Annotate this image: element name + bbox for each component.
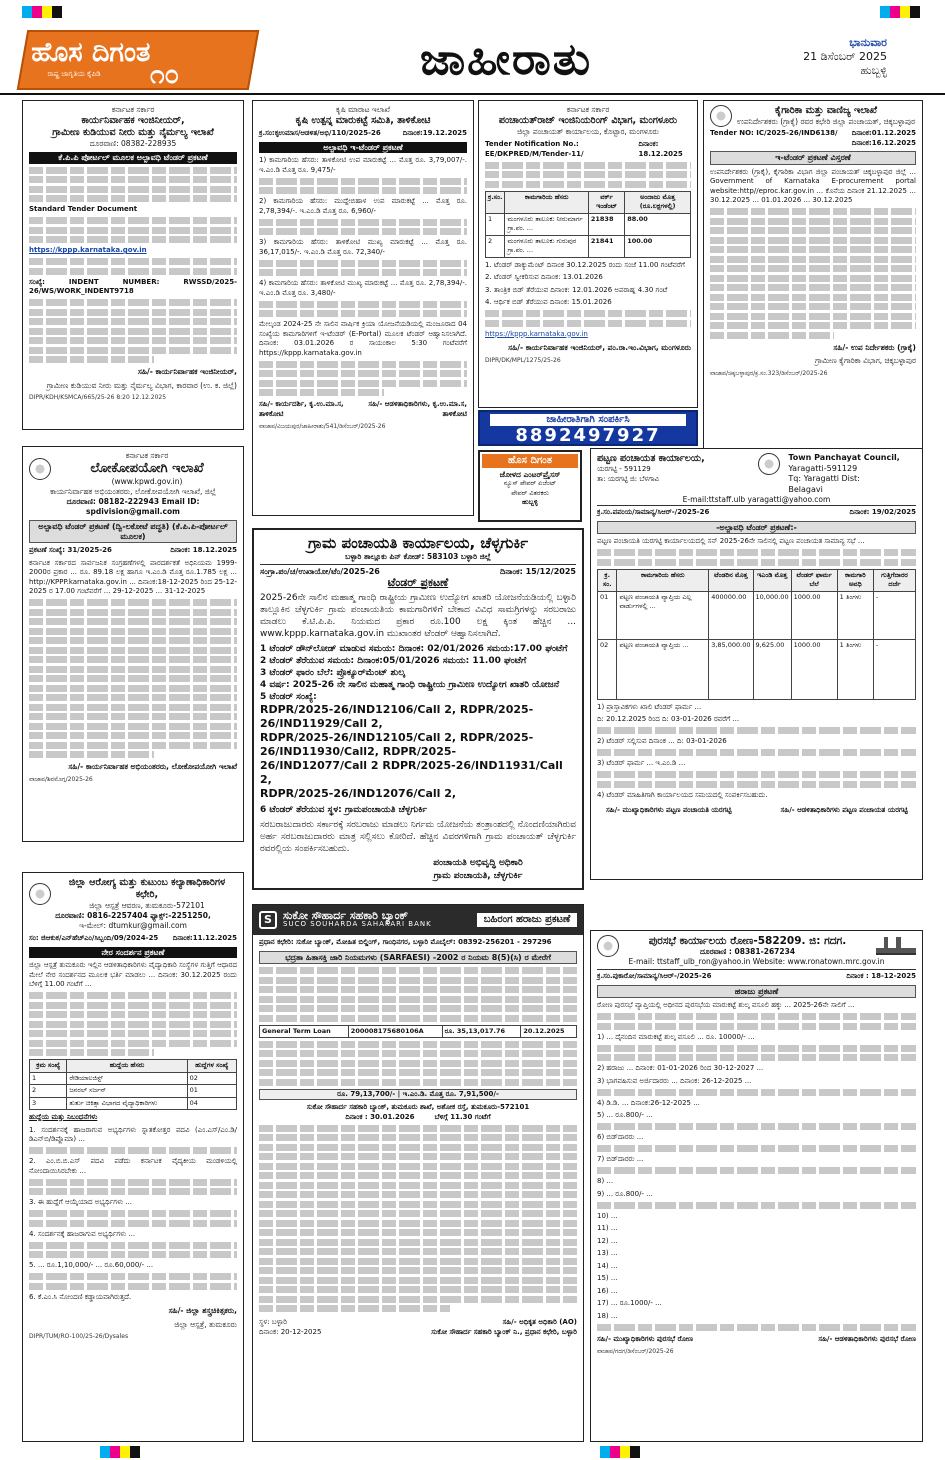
auction-item: 14) ... (597, 1261, 618, 1270)
dateline (803, 36, 887, 78)
tmc-phone: ದೂರವಾಣಿ : 08381-267234 (699, 947, 796, 956)
email-line: E-mail:ttstaff.ulb yaragatti@yahoo.com (597, 495, 916, 506)
notice-place: ಸ್ಥಳ: ಬಳ್ಳಾರಿ (259, 1318, 287, 1326)
signer-right: ಸಹಿ/- ಆಡಳಿತಾಧಿಕಾರಿಗಳು, ಕೃ.ಉ.ಮಾ.ಸ, ತಾಳಿಕೋಟಿ (368, 400, 467, 418)
auction-item: 18) ... (597, 1311, 618, 1320)
notice-body: 2025-26ನೇ ಸಾಲಿನ ಮಹಾತ್ಮ ಗಾಂಧಿ ರಾಷ್ಟ್ರೀಯ ಗ್ರಾಮೀಣ ಉದ್ಯೋಗ ಖಾತರಿ ಯೋಜನೆಯಡಿಯಲ್ಲಿ ಬಳ್ಳಾರಿ ತಾಲ್ಲೂಕಿನ ಚೆಳ್ಳಗುರ್ಕಿ ಗ್ರಾಮ ಪಂಚಾಯತಿಯ ಕಾಮಗಾರಿಗಳಿಗೆ ಬೇಕಾದ ವಿವಿಧ ಸಾಮಗ್ರಿಗಳನ್ನು ಸರಬರಾಜು ಮಾಡಲು ಕೆ.ಟಿ.ಪಿ.ಪಿ. ನಿಯಮದ ಪ್ರಕಾರ ರೂ.100 ಲಕ್ಷ ಕ್ಕಿಂತ ಹೆಚ್ಚಿನ ... www.kppp.karnataka.gov.in ಮುಖಾಂತರ ಟೆಂಡರ್ ಆಹ್ವಾನಿಸಲಾಗಿದೆ. (260, 592, 576, 639)
portal-link[interactable]: https://kppp.karnataka.gov.in (485, 329, 588, 338)
work-item: 1) ಕಾಮಗಾರಿಯ ಹೆಸರು: ತಾಳಿಕೋಟಿ ಉಪ ಮಾರುಕಟ್ಟೆ ... ಮೊತ್ತ ರೂ. 3,79,007/-. ಇ.ಎಂ.ಡಿ ಮೊತ್ತ ರೂ. 9,475/- (259, 156, 467, 174)
office-name: ಕಾರ್ಯನಿರ್ವಾಹಕ ಇಂಜಿನೀಯರ್, (81, 115, 185, 126)
table-header: ಹುದ್ದೆಯ ಹೆಸರು (67, 1060, 187, 1073)
tpc-title-kn: ಪಟ್ಟಣ ಪಂಚಾಯತ ಕಾರ್ಯಾಲಯ, (597, 453, 705, 464)
notice-date: ದಿನಾಂಕ : 18-12-2025 (846, 972, 916, 980)
logo-tagline: ರಾಷ್ಟ್ರ ಜಾಗೃತಿಯ ಕೈಪಿಡಿ (47, 70, 101, 78)
auction-item: 4) ಡಿ.ಡಿ. ... ದಿನಾಂಕ:26-12-2025 ... (597, 1098, 700, 1107)
office-name: ಕಾರ್ಯನಿರ್ವಾಹಕ ಅಭಿಯಂತರರು, ಲೋಕೋಪಯೋಗಿ ಇಲಾಖೆ, ಜಿಲ್ಲೆ (50, 487, 216, 496)
auction-item: 8) ... (597, 1177, 614, 1185)
table-row: 01 ಪಟ್ಟಣ ಪಂಚಾಯತಿ ವ್ಯಾಪ್ತಿಯ ಎಲ್ಲ ವಾರ್ಡುಗಳಲ್ಲಿ ... 400000.00 10,000.00 1000.00 1 ತಿಂಗಳು - (598, 591, 916, 639)
signer-left: ಸಹಿ/- ಮುಖ್ಯಾಧಿಕಾರಿಗಳು ಪಟ್ಟಣ ಪಂಚಾಯತಿ ಯರಗಟ್ಟಿ (606, 806, 732, 814)
notice-body-2: ಸರಬರಾಜುದಾರರು ಸರ್ಕಾರಕ್ಕೆ ಸರಬರಾಜು ಮಾಡಲು ನಿರ್ಗಮ ಯೋಜನೆಯ ತಂತ್ರಾಂಶದಲ್ಲಿ ನೊಂದಣಿಯಾಗಿರುವ ಅರ್ಹ ಸರಬರಾಜುದಾರರು ಮಾತ್ರ ಸಲ್ಲಿಸಲು ಕೋರಿದೆ. ಹೆಚ್ಚಿನ ವಿವರಗಳಿಗಾಗಿ ಗ್ರಾಮ ಪಂಚಾಯತ್ ಚೆಳ್ಳಗುರ್ಕಿ ರವರಲ್ಲಿಯ ಸಂಪರ್ಕಿಸಬಹುದು. (260, 819, 576, 854)
signer-office: ಗ್ರಾಮೀಣ ಕೈಗಾರಿಕಾ ವಿಭಾಗ, ಚಿಕ್ಕಬಳ್ಳಾಪುರ (815, 356, 916, 365)
signer: ಸಹಿ/- ಕಾರ್ಯನಿರ್ವಾಹಕ ಇಂಜಿನಿಯರ್, ಪಂ.ರಾ.ಇಂ.ವಿಭಾಗ, ಮಂಗಳೂರು (508, 343, 691, 352)
dateline-city: ಹುಬ್ಬಳ್ಳಿ (860, 64, 887, 77)
logo-text: ಹೊಸ ದಿಗಂತ (31, 37, 151, 68)
karnataka-emblem-icon (29, 883, 51, 905)
tender-code-line: RDPR/2025-26/IND12076/Call 2, (260, 786, 457, 800)
dipr-code: ವಾಜಾಪ/ಚಿಕ್ಕಬಳ್ಳಾಪುರ/ಕ್ರ.ಸಂ.323/ಡಿಸೆಂಬರ್/2025-26 (710, 369, 828, 377)
auction-venue: ಸುಕೋ ಸೌಹಾರ್ದ ಸಹಕಾರಿ ಬ್ಯಾಂಕ್, ತುಮಕೂರು ಶಾಖೆ, ಅಶೋಕ ರಸ್ತೆ, ತುಮಕೂರು-572101 (306, 1103, 530, 1111)
table-row: 2 ಜನರಲ್ ಸರ್ಜನ್ 01 (30, 1085, 237, 1098)
auction-date: ದಿನಾಂಕ : 30.01.2026 (345, 1112, 415, 1121)
notice-ref: ಕ್ರ.ಸಂ.ಪುಕಾರೋ/ಸಾಮಾನ್ಯ/ಸಿಆರ್-/2025-26 (597, 972, 712, 980)
masthead-rule (0, 93, 945, 95)
auction-item: 10) ... (597, 1211, 618, 1220)
tender-date: ದಿನಾಂಕ:01.12.2025 (851, 129, 916, 137)
signer: ಸಹಿ/- ಕಾರ್ಯನಿರ್ವಾಹಕ ಇಂಜಿನೀಯರ್, (137, 367, 237, 376)
color-registration-marks (22, 6, 62, 18)
note-item: 1. ಟೆಂಡರ್ ಡಾಕ್ಯುಮೆಂಟ್ ದಿನಾಂಕ 30.12.2025 ರಂದು ಸಂಜೆ 11.00 ಗಂಟೆವರೆಗೆ (485, 260, 685, 269)
page-number: ೧೦ (150, 60, 180, 90)
notice-date: ದಿನಾಂಕ: 18.12.2025 (170, 546, 237, 554)
tpc-title-en: Town Panchayat Council, (788, 453, 900, 462)
agent-name: ಜೋಳದ ಎಂಟರ್‌ಪ್ರೈಸಸ್ (499, 469, 561, 479)
dept-site[interactable]: (www.kpwd.gov.in) (111, 477, 183, 486)
agent-line: ನ್ಯೂಸ್ ಪೇಪರ್ ಏಜೆಂಟ್ (503, 479, 557, 487)
table-header: ಕಾಮಗಾರಿಯ ಹೆಸರು (617, 569, 709, 591)
signer-office: ಗ್ರಾಮ ಪಂಚಾಯತಿ, ಚೆಳ್ಳಗುರ್ಕಿ (433, 871, 523, 881)
govt-label: ಕರ್ನಾಟಕ ಸರ್ಕಾರ (566, 105, 610, 114)
table-header: ಟೆಂಡರ್ ಫಾರ್ಮ ಬೆಲೆ (791, 569, 837, 591)
table-header: ಟೆಂಡರಿನ ಮೊತ್ತ (709, 569, 753, 591)
org-name: ಕೃಷಿ ಉತ್ಪನ್ನ ಮಾರುಕಟ್ಟೆ ಸಮಿತಿ, ತಾಳಿಕೋಟಿ (295, 115, 431, 126)
signer-left: ಸಹಿ/- ಕಾರ್ಯದರ್ಶಿ, ಕೃ.ಉ.ಮಾ.ಸ, ತಾಳಿಕೋಟಿ (259, 400, 344, 418)
notice-date: ದಿನಾಂಕ:11.12.2025 (172, 934, 237, 942)
signer: ಸಹಿ/- ಅಧಿಕೃತ ಅಧಿಕಾರಿ (AO) (502, 1318, 577, 1326)
signer: ಸಹಿ/- ಜಿಲ್ಲಾ ಶಸ್ತ್ರಚಿಕಿತ್ಸಕರು, (168, 1306, 237, 1315)
notice-bar: ಅಲ್ಪಾವಧಿ ಇ-ಟೆಂಡರ್ ಪ್ರಕಟಣೆ (259, 142, 467, 154)
notice-bar: ಇ-ಟೆಂಡರ್ ಪ್ರಕಟಣೆ ವಿಸ್ತರಣೆ (710, 151, 916, 165)
bank-name-kn: ಸುಕೋ ಸೌಹಾರ್ದ ಸಹಕಾರಿ ಬ್ಯಾಂಕ್ (283, 908, 409, 922)
tender-item: 3 ಟೆಂಡರ್ ಫಾರಂ ಬೆಲೆ: ಪ್ರೊಕ್ಯೂರ್‌ಮೆಂಟ್ ಶುಲ್ಕ (260, 667, 405, 678)
agent-brand: ಹೊಸ ದಿಗಂತ (482, 454, 578, 468)
condition-item: 4. ಸಂದರ್ಶನಕ್ಕೆ ಹಾಜರಾಗುವ ಅಭ್ಯರ್ಥಿಗಳು ... (29, 1229, 136, 1238)
signer: ಸಹಿ/- ಕಾರ್ಯನಿರ್ವಾಹಕ ಅಭಿಯಂತರರು, ಲೋಕೋಪಯೋಗಿ ಇಲಾಖೆ (68, 762, 237, 771)
ad-dho-interview[interactable] (22, 872, 244, 1442)
auction-item: 16) ... (597, 1286, 618, 1295)
dateline-day: ಭಾನುವಾರ (849, 36, 887, 49)
notice-intro: ಪಟ್ಟಣ ಪಂಚಾಯತಿ ಯರಗಟ್ಟಿ ಕಾರ್ಯಾಲಯದಲ್ಲಿ ಸನ್ 2025-26ನೇ ಸಾಲಿನಲ್ಲಿ ಪಟ್ಟಣ ಪಂಚಾಯತ ಸಾಮಾನ್ಯ ಸಭೆ ... (597, 537, 865, 545)
dept-name: ಲೋಕೋಪಯೋಗಿ ಇಲಾಖೆ (90, 461, 204, 476)
notice-intro: ರೋಣ ಪುರಸಭೆ ವ್ಯಾಪ್ತಿಯಲ್ಲಿ ಅಧೀನದ ಪುರಸಭೆಯ ಮಾರುಕಟ್ಟೆ ಶುಲ್ಕ ವಸೂಲಿ ಹಕ್ಕು ... 2025-26ನೇ ಸಾಲಿಗೆ ... (597, 1001, 855, 1009)
ad-newspaper-agent[interactable] (478, 450, 582, 522)
vacancy-table (29, 1059, 237, 1110)
auction-item: 2) ಹರಾಜು ... ದಿನಾಂಕ: 01-01-2026 ರಿಂದ 30-12-2027 ... (597, 1064, 764, 1072)
table-row (260, 1025, 577, 1038)
note-item: 2. ಟೆಂಡರ್ ಸ್ವೀಕರಿಸುವ ದಿನಾಂಕ: 13.01.2026 (485, 273, 603, 281)
tpc-dist-kn: ತಾ: ಯರಗಟ್ಟಿ ಜಿ: ಬೆಳಗಾವಿ (597, 474, 659, 483)
auction-item: 11) ... (597, 1224, 618, 1232)
dipr-code: DIPR/TUM/RO-100/25-26/Dysales (29, 1333, 129, 1340)
table-header: ಕಾಮಗಾರಿ ಅವಧಿ (837, 569, 873, 591)
dept-office: ಜಿಲ್ಲಾ ಪಂಚಾಯತ್ ಕಾರ್ಯಾಲಯ, ಕೊಟ್ಟಾರ, ಮಂಗಳೂರು (517, 127, 659, 136)
note-item: 4) ಟೆಂಡರ್ ಮಾಹಿತಿಗಾಗಿ ಕಾರ್ಯಾಲಯದ ಸಮಯದಲ್ಲಿ ಸಂಪರ್ಕಿಸಬಹುದು. (597, 790, 768, 799)
notice-body: ಜಿಲ್ಲಾ ಆಸ್ಪತ್ರೆ ತುಮಕೂರು ಇಲ್ಲಿನ ಆಡಳಿತಾಧಿಕಾರಿಗಳು ವೈದ್ಯಾಧಿಕಾರಿ ಸಂಸ್ಥೆಗಳ ಗುತ್ತಿಗೆ ಆಧಾರದ ಮೇಲೆ ನೇರ ಸಂದರ್ಶನದ ಮೂಲಕ ಭರ್ತಿ ಮಾಡಲು ... ದಿನಾಂಕ: 30.12.2025 ರಂದು ಬೆಳಿಗ್ಗೆ 11.00 ಗಂಟೆಗೆ ... (29, 961, 237, 988)
bank-logo-icon: S (259, 911, 277, 929)
tpc-dist-en: Tq: Yaragatti Dist: (788, 474, 860, 483)
portal-link[interactable]: https://kppp.karnataka.gov.in (29, 246, 147, 254)
signer-office: ಸುಕೋ ಸೌಹಾರ್ದ ಸಹಕಾರಿ ಬ್ಯಾಂಕ್ ನಿ., ಪ್ರಧಾನ ಕಛೇರಿ, ಬಳ್ಳಾರಿ (431, 1327, 577, 1336)
work-item: 3) ಕಾಮಗಾರಿಯ ಹೆಸರು: ತಾಳಿಕೋಟಿ ಮುಖ್ಯ ಮಾರುಕಟ್ಟೆ ... ಮೊತ್ತ ರೂ. 36,17,015/-. ಇ.ಎಂ.ಡಿ ಮೊತ್ತ ರೂ. 72,340/- (259, 238, 467, 256)
karnataka-emblem-icon (29, 458, 51, 480)
contact-line: ದೂರವಾಣಿ: 08182-222943 Email ID: spdivision@gmail.com (66, 497, 200, 516)
auction-item: 7) ಬಿಡ್‌ದಾರರು ... (597, 1155, 644, 1163)
signer: ಸಹಿ/- ಉಪ ನಿರ್ದೇಶಕರು (ಗ್ರಾಕೈ) (833, 342, 916, 352)
dept-name: ಗ್ರಾಮೀಣ ಕುಡಿಯುವ ನೀರು ಮತ್ತು ನೈರ್ಮಲ್ಯ ಇಲಾಖೆ (52, 127, 214, 138)
notice-ref: ಸಂ: ಜಿಆಕುಕ/ಎನ್‌ಹೆಚ್‌ಎಂ/ಸಿಬ್ಬಂದಿ/09/2024-25 (29, 934, 159, 942)
signer-right: ಸಹಿ/- ಆಡಳಿತಾಧಿಕಾರಿಗಳು ಪಟ್ಟಣ ಪಂಚಾಯತ ಯರಗಟ್ಟಿ (780, 806, 908, 814)
table-header: ಕ್ರಮ ಸಂಖ್ಯೆ (30, 1060, 67, 1073)
auction-item: 3) ಭಾಗವಹಿಸುವ ಅರ್ಜಿದಾರರು ... ದಿನಾಂಕ: 26-12-2025 ... (597, 1076, 752, 1085)
notice-bar: ಹರಾಜು ಪ್ರಕಟಣೆ (597, 985, 916, 999)
work-item: 4) ಕಾಮಗಾರಿಯ ಹೆಸರು: ತಾಳಿಕೋಟಿ ಮುಖ್ಯ ಮಾರುಕಟ್ಟೆ ... ಮೊತ್ತ ರೂ. 2,78,394/-. ಇ.ಎಂ.ಡಿ ಮೊತ್ತ ರೂ. 3,480/- (259, 279, 467, 297)
auction-item: 15) ... (597, 1274, 618, 1282)
office-name: ಉಪನಿರ್ದೇಶಕರು (ಗ್ರಾಕೈ) ರವರ ಕಛೇರಿ ಜಿಲ್ಲಾ ಪಂಚಾಯತ್, ಚಿಕ್ಕಬಳ್ಳಾಪುರ (736, 117, 916, 126)
table-header: ಇಎಂಡಿ ಮೊತ್ತ (753, 569, 791, 591)
table-header: ಕಾಮಗಾರಿಯ ಹೆಸರು (505, 191, 588, 213)
condition-item: 1. ಸಂದರ್ಶನಕ್ಕೆ ಹಾಜರಾಗುವ ಅಭ್ಯರ್ಥಿಗಳು ಸ್ನಾತಕೋತ್ತರ ಪದವಿ (ಎಂ.ಎಸ್/ಎಂ.ಡಿ/ಡಿಎನ್‌ಬಿ/ಡಿಪ್ಲೊಮಾ) ... (29, 1125, 237, 1143)
auction-item: 12) ... (597, 1236, 618, 1245)
email-line: E-mail: ttstaff_ulb_ron@yahoo.in Website: www.ronatown.mrc.gov.in (628, 957, 885, 966)
tender-code-line: 26/IND12077/Call 2 RDPR/2025-26/IND11931/Call 2, (260, 758, 563, 786)
std-tender-doc: Standard Tender Document (29, 205, 138, 213)
section-title: ಜಾಹೀರಾತು (420, 34, 593, 85)
note-item: 3) ಟೆಂಡರ್ ಫಾರ್ಮ ... ಇ.ಎಂ.ಡಿ ... (597, 759, 686, 767)
note-item: 1) ಪ್ರಾಸ್ತಾವಿಕಗಳು ಖಾಲಿ ಟೆಂಡರ್ ಫಾರ್ಮ ... (597, 702, 702, 711)
tender-item: 5 ಟೆಂಡರ್ ಸಂಖ್ಯೆ: (260, 691, 317, 702)
notice-date: ದಿನಾಂಕ:19.12.2025 (402, 129, 467, 137)
bank-name-en: SUCO SOUHARDA SAHAKARI BANK (283, 920, 432, 928)
signer-right: ಸಹಿ/- ಆಡಳಿತಾಧಿಕಾರಿಗಳು ಪುರಸಭೆ ರೋಣ (818, 1334, 916, 1343)
table-row: 1 ರೇಡಿಯಾಲಜಿಸ್ಟ್ 02 (30, 1072, 237, 1085)
notice-date: ದಿನಾಂಕ:16.12.2025 (851, 138, 916, 147)
note-item: 4. ಆರ್ಥಿಕ ಬಿಡ್ ತೆರೆಯುವ ದಿನಾಂಕ: 15.01.2026 (485, 298, 612, 306)
dipr-code: ವಾಜಾಪ/ಶಿವಮೊಗ್ಗ/2025-26 (29, 775, 93, 783)
dateline-date: 21 ಡಿಸೆಂಬರ್ 2025 (803, 50, 887, 63)
color-registration-marks (880, 6, 920, 18)
contact-label: ಜಾಹೀರಾತಿಗಾಗಿ ಸಂಪರ್ಕಿಸಿ (490, 414, 686, 426)
notice-body: ಮೇಲ್ಕಂಡ 2024-25 ನೇ ಸಾಲಿನ ವಾರ್ಷಿಕ ಕ್ರಿಯಾ ಯೋಜನೆಯಡಿಯಲ್ಲಿ ಮಂಜೂರಾದ 04 ಸಂಖ್ಯೆಯ ಕಾಮಗಾರಿಗಳಿಗೆ ಇ-ಟೆಂಡರ್ (E-Portal) ಮೂಲಕ ಟೆಂಡರ್ ಆಹ್ವಾನಿಸಲಾಗಿದೆ. ದಿನಾಂಕ: 03.01.2026 ರ ಸಾಯಂಕಾಲ 5:30 ಗಂಟೆವರೆಗೆ https://kppp.karnataka.gov.in (259, 320, 467, 357)
tender-code-line: RDPR/2025-26/IND12106/Call 2, RDPR/2025-26/IND11929/Call 2, (260, 702, 534, 730)
indent-number: ಸಂಖ್ಯೆ: INDENT NUMBER: RWSSD/2025-26/WS/WORK_INDENT9718 (29, 277, 237, 295)
tender-item: 1 ಟೆಂಡರ್ ಡೌನ್‌ಲೋಡ್ ಮಾಡುವ ಸಮಯ: ದಿನಾಂಕ: 02/01/2026 ಸಮಯ:17.00 ಘಂಟೆಗೆ (260, 643, 568, 654)
auction-time: ಬೆಳಿಗ್ಗೆ 11.30 ಗಂಟೆಗೆ (434, 1112, 491, 1121)
tender-date: ದಿನಾಂಕ: 18.12.2025 (638, 140, 683, 158)
dipr-code: DIPR/DK/MPL/1275/25-26 (485, 356, 561, 364)
cityscape-logo-icon (876, 937, 916, 955)
auction-item: 1) ... ದೈನಂದಿನ ಮಾರುಕಟ್ಟೆ ಶುಲ್ಕ ವಸೂಲಿ ... ರೂ. 10000/- ... (597, 1032, 755, 1041)
notice-body: ಉಪನಿರ್ದೇಶಕರು (ಗ್ರಾಕೈ), ಕೈಗಾರಿಕಾ ವಿಭಾಗ ಜಿಲ್ಲಾ ಪಂಚಾಯತ್ ಚಿಕ್ಕಬಳ್ಳಾಪುರ ಜಿಲ್ಲೆ ... Government of Karnataka E-procurement portal website:http//eproc.kar.gov.in ... ಕೊನೆಯ ದಿನಾಂಕ 21.12.2025 ... 30.12.2025 ... 01.01.2026 ... 30.12.2025 (710, 167, 916, 204)
notice-heading: ಟೆಂಡರ್ ಪ್ರಕಟಣೆ (387, 575, 449, 589)
notice-date: ದಿನಾಂಕ: 20-12-2025 (259, 1327, 322, 1336)
signer: ಪಂಚಾಯತಿ ಅಭಿವೃದ್ಧಿ ಅಧಿಕಾರಿ (433, 857, 523, 868)
tender-item: 6 ಟೆಂಡರ್ ತೆರೆಯುವ ಸ್ಥಳ: ಗ್ರಾಮಪಂಚಾಯತಿ ಚೆಳ್ಳಗುರ್ಕಿ (260, 804, 428, 815)
agent-line: ಪೇಪರ್ ವಿತರಕರು (511, 488, 549, 497)
ad-pwd-tender[interactable] (22, 446, 244, 842)
gp-subtitle: ಬಳ್ಳಾರಿ ತಾಲ್ಲೂಕು ಪಿನ್ ಕೋಡ್: 583103 ಬಳ್ಳಾರಿ ಜಿಲ್ಲೆ (260, 552, 576, 565)
color-registration-marks (100, 1446, 140, 1458)
notice-ref: ಸಂಗ್ರಾ.ಪಂ/ಚ/ಉಖಾಯೋ/ಟೆಂ/2025-26 (260, 567, 380, 576)
tender-number: Tender Notification No.: EE/DKPRED/M/Tender-11/ (485, 140, 584, 158)
tender-item: 4 ವರ್ಷ: 2025-26 ನೇ ಸಾಲಿನ ಮಹಾತ್ಮ ಗಾಂಧಿ ರಾಷ್ಟ್ರೀಯ ಗ್ರಾಮೀಣ ಉದ್ಯೋಗ ಖಾತರಿ ಯೋಜನೆ (260, 679, 560, 690)
dept-name: ಪಂಚಾಯತ್‌ರಾಜ್ ಇಂಜಿನಿಯರಿಂಗ್ ವಿಭಾಗ, ಮಂಗಳೂರು (498, 115, 678, 126)
loan-amount: ರೂ. 35,13,017.76 (442, 1025, 521, 1038)
notice-ref: ಕ್ರ.ಸಂ:ಕೃಉಮಾಸ/ಆಡಳಿತ/ಅಭಿ/110/2025-26 (259, 129, 381, 137)
tender-item: 2 ಟೆಂಡರ್ ತೆರೆಯುವ ಸಮಯ: ದಿನಾಂಕ:05/01/2026 ಸಮಯ: 11.00 ಘಂಟೆಗೆ (260, 655, 527, 666)
loan-account: 200008175680106A (348, 1025, 442, 1038)
auction-item: 6) ಬಿಡ್‌ದಾರರು ... (597, 1133, 644, 1141)
reserve-price: ರೂ. 79,13,700/- | ಇ.ಎಂ.ಡಿ. ಮೊತ್ತ ರೂ. 7,91,500/- (259, 1089, 577, 1101)
ad-tmc-auction[interactable] (590, 930, 923, 1442)
head-office: ಪ್ರಧಾನ ಕಛೇರಿ: ಸುಕೋ ಬ್ಯಾಂಕ್, ಮೋಹಿತ ಬಿಲ್ಡಿಂಗ್, ಗಾಂಧಿನಗರ, ಬಳ್ಳಾರಿ ಮೊಬೈಲ್: 08392-256201 - 297296 (259, 938, 552, 946)
notice-bar: ಕೆ.ಪಿ.ಪಿ ಪೋರ್ಟಲ್ ಮೂಲಕ ಅಲ್ಪಾವಧಿ ಟೆಂಡರ್ ಪ್ರಕಟಣೆ (29, 152, 237, 164)
ad-contact-banner[interactable] (478, 410, 698, 446)
tpc-state-en: Belagavi (788, 484, 823, 494)
org-label: ಕೃಷಿ ಮಾರಾಟ ಇಲಾಖೆ (335, 105, 391, 114)
notice-ref: ಕ್ರ.ಸಂ.ಪಪಂಯ/ಸಾಮಾನ್ಯ/ಸಿಆರ್-/2025-26 (597, 508, 710, 516)
note-item: ದಿ: 20.12.2025 ರಿಂದ ದಿ: 03-01-2026 ರವರೆಗೆ ... (597, 715, 740, 723)
notice-bar: ನೇರ ಸಂದರ್ಶನ ಪ್ರಕಟಣೆ (29, 947, 237, 959)
ad-rwssd-tender[interactable] (22, 100, 244, 430)
govt-label: ಕರ್ನಾಟಕ ಸರ್ಕಾರ (111, 105, 155, 114)
act-bar: ಭದ್ರತಾ ಹಿತಾಸಕ್ತಿ ಜಾರಿ ನಿಯಮಗಳು (SARFAESI) -2002 ರ ನಿಯಮ 8(5)(ಸಿ) ರ ಮೇರೆಗೆ (259, 951, 577, 965)
table-row: 3 ತುರ್ತು ಚಿಕಿತ್ಸಾ ವಿಭಾಗದ ವೈದ್ಯಾಧಿಕಾರಿಗಳು 04 (30, 1097, 237, 1110)
ad-dic-tender[interactable] (703, 100, 923, 464)
ad-rdpr-tender[interactable] (252, 528, 584, 890)
notice-body: ಕರ್ನಾಟಕ ಸರ್ಕಾರದ ಸಾರ್ವಜನಿಕ ಸಂಗ್ರಹಣೆಗಳಲ್ಲಿ ಪಾರದರ್ಶಕತೆ ಅಧಿನಿಯಮ 1999-2000ರ ಪ್ರಕಾರ ... ರೂ. 89.18 ಲಕ್ಷ ಹಾಗೂ ಇ.ಎಂ.ಡಿ ಮೊತ್ತ ರೂ.1.785 ಲಕ್ಷ ... http://KPPP.karnataka.gov.in ... ದಿನಾಂಕ:18-12-2025 ರಿಂದ 25-12-2025 ರ 17.00 ಗಂಟೆವರೆಗೆ ... 29-12-2025 ... 31-12-2025 (29, 558, 237, 595)
govt-label: ಕರ್ನಾಟಕ ಸರ್ಕಾರ (125, 451, 169, 460)
note-item: 3. ತಾಂತ್ರಿಕ ಬಿಡ್ ತೆರೆಯುವ ದಿನಾಂಕ: 12.01.2026 ಅಪರಾಹ್ನ 4.30 ಗಂಟೆ (485, 285, 668, 294)
notice-title: ಬಹಿರಂಗ ಹರಾಜು ಪ್ರಕಟಣೆ (477, 913, 577, 927)
karnataka-emblem-icon (710, 105, 732, 127)
gp-title: ಗ್ರಾಮ ಪಂಚಾಯತಿ ಕಾರ್ಯಾಲಯ, ಚೆಳ್ಳಗುರ್ಕಿ (307, 534, 529, 552)
auction-item: 17) ... ರೂ.1000/- ... (597, 1299, 662, 1307)
works-table (597, 569, 916, 700)
note-item: 2) ಟೆಂಡರ್ ಸಲ್ಲಿಸುವ ದಿನಾಂಕ ... ದಿ: 03-01-2026 (597, 737, 727, 745)
newspaper-logo[interactable] (17, 30, 260, 90)
table-header: ಕ್ರ.ಸಂ. (486, 191, 505, 213)
condition-item: 3. ಈ ಹುದ್ದೆಗೆ ಆಯ್ಕೆಯಾದ ಅಭ್ಯರ್ಥಿಗಳು ... (29, 1198, 133, 1206)
agent-city: ಹುಬ್ಬಳ್ಳಿ (522, 498, 538, 506)
dipr-code: ವಾಜಾಪ/ವಿಜಯಪುರ/ಜಾಹೀರಾತು/541/ಡಿಸೆಂಬರ್/2025-26 (259, 423, 386, 430)
signer-office: ಜಿಲ್ಲಾ ಆಸ್ಪತ್ರೆ, ತುಮಕೂರು (174, 1319, 237, 1329)
works-table (485, 191, 691, 258)
notice-bar: -ಅಲ್ಪಾವಧಿ ಟೆಂಡರ್ ಪ್ರಕಟಣೆ:- (597, 521, 916, 535)
contact-line: ದೂರವಾಣಿ: 0816-2257404 ಫ್ಯಾಕ್ಸ್:-2251250, (55, 911, 211, 920)
table-header: ವರ್ಕ್ ಇಂಡೆಂಟ್ (588, 191, 624, 213)
tender-number: Tender NO: IC/2025-26/IND6138/ (710, 129, 838, 137)
conditions-title: ಹುದ್ದೆಯ ಮತ್ತು ನಿಬಂಧನೆಗಳು (29, 1113, 98, 1121)
ad-pred-tender[interactable] (478, 100, 698, 408)
karnataka-emblem-icon (758, 453, 780, 475)
condition-item: 6. ಕೆ.ಎಂ.ಸಿ ನೋಂದಣಿ ಕಡ್ಡಾಯವಾಗಿರುತ್ತದೆ. (29, 1292, 132, 1301)
dipr-code: ವಾಜಾಪ/ಗದಗ/ಡಿಸೆಂಬರ್/2025-26 (597, 1348, 674, 1355)
condition-item: 5. ... ರೂ.1,10,000/- ... ರೂ.60,000/- ... (29, 1261, 154, 1269)
office-address: ಜಿಲ್ಲಾ ಆಸ್ಪತ್ರೆ ಆವರಣ, ತುಮಕೂರು-572101 (89, 901, 205, 910)
table-row: 1 ಮಂಗಳೂರು ತಾಲೂಕು ನೀರುಮಾರ್ಗ ಗ್ರಾ.ಪಂ. ... 21838 88.00 (486, 213, 691, 235)
tpc-city-kn: ಯರಗಟ್ಟಿ - 591129 (597, 465, 651, 473)
ad-tpc-tender[interactable] (590, 448, 923, 880)
dept-name: ಕೈಗಾರಿಕಾ ಮತ್ತು ವಾಣಿಜ್ಯ ಇಲಾಖೆ (774, 105, 878, 116)
masthead (0, 0, 945, 96)
color-registration-marks (600, 1446, 640, 1458)
tmc-title: ಪುರಸಭೆ ಕಾರ್ಯಾಲಯ ರೋಣ-582209. ಜಿ: ಗದಗ. (648, 935, 847, 947)
condition-item: 2. ಎಂ.ಬಿ.ಬಿ.ಎಸ್ ಪದವಿ ಪಡೆದು ಕರ್ನಾಟಕ ವೈದ್ಯಕೀಯ ಮಂಡಳಿಯಲ್ಲಿ ನೋಂದಾಯಿಸಿರಬೇಕು ... (29, 1157, 237, 1175)
tender-code-line: RDPR/2025-26/IND12105/Call 2, RDPR/2025-26/IND11930/Call2, RDPR/2025- (260, 730, 534, 758)
work-item: 2) ಕಾಮಗಾರಿಯ ಹೆಸರು: ಮುದ್ದೇಬಿಹಾಳ ಉಪ ಮಾರುಕಟ್ಟೆ ... ಮೊತ್ತ ರೂ. 2,78,394/-. ಇ.ಎಂ.ಡಿ ಮೊತ್ತ ರೂ. 6,960/- (259, 197, 467, 215)
contact-phone[interactable]: 8892497927 (515, 425, 661, 446)
auction-item: 9) ... ರೂ.800/- ... (597, 1189, 653, 1198)
ad-suco-auction[interactable] (252, 904, 584, 1442)
loan-type: General Term Loan (260, 1025, 349, 1038)
office-name: ಜಿಲ್ಲಾ ಆರೋಗ್ಯ ಮತ್ತು ಕುಟುಂಬ ಕಲ್ಯಾಣಾಧಿಕಾರಿಗಳ ಕಛೇರಿ, (68, 877, 226, 900)
email-line: ಇ-ಮೇಲ್: dtumkur@gmail.com (79, 921, 187, 930)
ad-apmc-tender[interactable] (252, 100, 474, 516)
table-row: 2 ಮಂಗಳೂರು ತಾಲೂಕು ಗುರುಪುರ ಗ್ರಾ.ಪಂ. ... 21841 100.00 (486, 235, 691, 257)
auction-item: 5) ... ರೂ.800/- ... (597, 1111, 653, 1119)
table-header: ಅಂದಾಜು ಮೊತ್ತ (ರೂ.ಲಕ್ಷಗಳಲ್ಲಿ) (625, 191, 691, 213)
karnataka-emblem-icon (597, 935, 619, 957)
signer-dept: ಗ್ರಾಮೀಣ ಕುಡಿಯುವ ನೀರು ಮತ್ತು ನೈರ್ಮಲ್ಯ ವಿಭಾಗ, ಕಾರವಾರ (ಉ. ಕ. ಜಿಲ್ಲೆ) (46, 380, 237, 390)
auction-item: 13) ... (597, 1249, 618, 1257)
notice-bar: ಅಲ್ಪಾವಧಿ ಟೆಂಡರ್ ಪ್ರಕಟಣೆ (ದ್ವಿ-ಲಕೋಟೆ ಪದ್ಧತಿ) (ಕೆ.ಪಿ.ಪಿ-ಪೋರ್ಟಲ್ ಮೂಲಕ) (29, 520, 237, 543)
loan-date: 20.12.2025 (521, 1025, 577, 1038)
table-header: ಗುತ್ತಿಗೆದಾರರ ದರ್ಜೆ (873, 569, 915, 591)
contact-line: ದೂರವಾಣಿ: 08382-228935 (89, 139, 177, 148)
notice-date: ದಿನಾಂಕ: 19/02/2025 (849, 508, 916, 516)
table-row: 02 ಪಟ್ಟಣ ಪಂಚಾಯತಿ ವ್ಯಾಪ್ತಿಯ ... 3,85,000.00 9,625.00 1000.00 1 ತಿಂಗಳು - (598, 639, 916, 699)
notice-date: ದಿನಾಂಕ: 15/12/2025 (500, 567, 576, 576)
table-header: ಕ್ರ. ಸಂ. (598, 569, 617, 591)
tpc-city-en: Yaragatti-591129 (788, 463, 858, 473)
notice-ref: ಪ್ರಕಟಣೆ ಸಂಖ್ಯೆ: 31/2025-26 (29, 546, 112, 554)
dipr-code: DIPR/KDH/KSMCA/665/25-26 8:20 12.12.2025 (29, 394, 167, 401)
table-header: ಹುದ್ದೆಗಳ ಸಂಖ್ಯೆ (187, 1060, 236, 1073)
signer-left: ಸಹಿ/- ಮುಖ್ಯಾಧಿಕಾರಿಗಳು ಪುರಸಭೆ ರೋಣ (597, 1334, 693, 1343)
loan-table (259, 1025, 577, 1039)
